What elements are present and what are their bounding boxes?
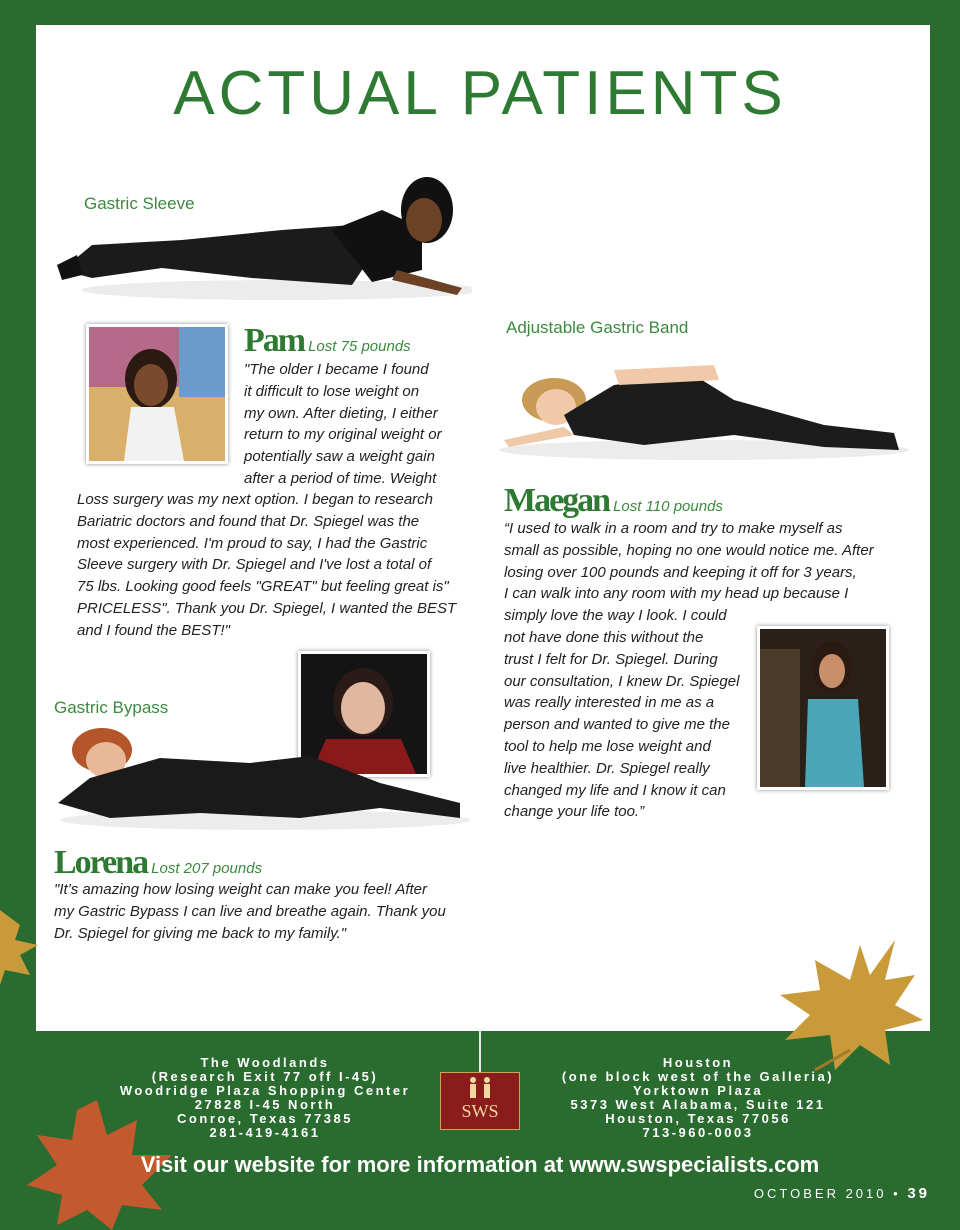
quote-line: Dr. Spiegel for giving me back to my family." xyxy=(54,924,347,942)
pam-quote-bottom xyxy=(77,489,456,642)
lorena-quote xyxy=(54,879,446,944)
pam-before-photo xyxy=(86,324,228,464)
page-title: ACTUAL PATIENTS xyxy=(173,59,787,128)
lorena-heading xyxy=(54,844,262,882)
quote-line: our consultation, I knew Dr. Spiegel xyxy=(504,672,740,690)
quote-line: 75 lbs. Looking good feels "GREAT" but feeling great is" xyxy=(77,578,449,596)
address-line: (one block west of the Galleria) xyxy=(561,1069,835,1084)
category-gastric-bypass: Gastric Bypass xyxy=(54,698,169,717)
address-line: The Woodlands xyxy=(200,1055,330,1070)
address-woodlands xyxy=(110,1056,420,1140)
quote-line: simply love the way I look. I could xyxy=(504,607,727,625)
lorena-after-photo xyxy=(50,718,475,833)
quote-line: was really interested in me as a xyxy=(504,694,715,712)
maegan-lost: Lost 110 pounds xyxy=(613,498,723,515)
maegan-name: Maegan xyxy=(504,482,610,519)
quote-line: change your life too.” xyxy=(504,803,645,821)
maegan-heading xyxy=(504,482,723,520)
quote-line: Sleeve surgery with Dr. Spiegel and I've lost a total of xyxy=(77,556,432,574)
issue-date: OCTOBER 2010 xyxy=(753,1186,887,1201)
lorena-lost: Lost 207 pounds xyxy=(151,860,263,877)
pam-quote-top xyxy=(244,359,442,490)
category-adjustable-gastric-band: Adjustable Gastric Band xyxy=(506,318,689,337)
address-line: Houston, Texas 77056 xyxy=(605,1111,791,1126)
address-line: (Research Exit 77 off I-45) xyxy=(151,1069,379,1084)
page-number: 39 xyxy=(907,1185,930,1202)
maegan-before-photo xyxy=(757,626,889,790)
quote-line: and I found the BEST!" xyxy=(77,621,230,639)
pam-lost: Lost 75 pounds xyxy=(308,338,411,355)
address-line: 713-960-0003 xyxy=(642,1125,754,1140)
quote-line: changed my life and I know it can xyxy=(504,781,726,799)
quote-line: PRICELESS". Thank you Dr. Spiegel, I wanted the BEST xyxy=(77,599,457,617)
category-gastric-sleeve: Gastric Sleeve xyxy=(84,194,195,213)
address-line: 281-419-4161 xyxy=(209,1125,321,1140)
quote-line: my own. After dieting, I either xyxy=(244,404,438,422)
quote-line: after a period of time. Weight xyxy=(244,469,437,487)
quote-line: tool to help me lose weight and xyxy=(504,737,711,755)
quote-line: potentially saw a weight gain xyxy=(244,448,435,466)
quote-line: "It’s amazing how losing weight can make you feel! After xyxy=(54,881,428,898)
sws-logo xyxy=(440,1072,520,1130)
quote-line: not have done this without the xyxy=(504,628,704,646)
pam-heading xyxy=(244,322,411,360)
quote-line: trust I felt for Dr. Spiegel. During xyxy=(504,650,718,668)
footer-divider xyxy=(479,1031,481,1073)
address-houston xyxy=(540,1056,856,1140)
quote-line: live healthier. Dr. Spiegel really xyxy=(504,759,710,777)
address-line: Woodridge Plaza Shopping Center xyxy=(119,1083,411,1098)
quote-line: losing over 100 pounds and keeping it off for 3 years, xyxy=(504,563,857,581)
address-line: Yorktown Plaza xyxy=(632,1083,764,1098)
maple-leaf-gold-icon xyxy=(775,935,925,1075)
quote-line: I can walk into any room with my head up because I xyxy=(504,585,849,603)
website-callout[interactable]: Visit our website for more information at www.swspecialists.com xyxy=(140,1152,820,1177)
logo-text: SWS xyxy=(461,1101,499,1121)
pam-name: Pam xyxy=(244,322,305,359)
quote-line: small as possible, hoping no one would notice me. After xyxy=(504,541,874,559)
maegan-after-photo xyxy=(494,345,914,465)
address-line: Conroe, Texas 77385 xyxy=(177,1111,353,1126)
leaf-left-icon xyxy=(0,900,40,990)
quote-line: return to my original weight or xyxy=(244,426,442,444)
quote-line: most experienced. I'm proud to say, I had the Gastric xyxy=(77,534,428,552)
lorena-name: Lorena xyxy=(54,844,148,881)
bullet-separator: • xyxy=(893,1186,908,1201)
quote-line: “I used to walk in a room and try to make myself as xyxy=(504,520,843,537)
quote-line: it difficult to lose weight on xyxy=(244,382,420,400)
quote-line: person and wanted to give me the xyxy=(504,716,730,734)
quote-line: Loss surgery was my next option. I began to research xyxy=(77,491,434,508)
quote-line: Bariatric doctors and found that Dr. Spiegel was the xyxy=(77,512,420,530)
quote-line: my Gastric Bypass I can live and breathe again. Thank you xyxy=(54,902,446,920)
pam-after-photo xyxy=(52,170,472,305)
address-line: Houston xyxy=(662,1055,734,1070)
address-line: 5373 West Alabama, Suite 121 xyxy=(570,1097,826,1112)
people-icon xyxy=(441,1073,519,1101)
address-line: 27828 I-45 North xyxy=(194,1097,336,1112)
issue-line xyxy=(754,1185,930,1202)
quote-line: "The older I became I found xyxy=(244,361,429,378)
